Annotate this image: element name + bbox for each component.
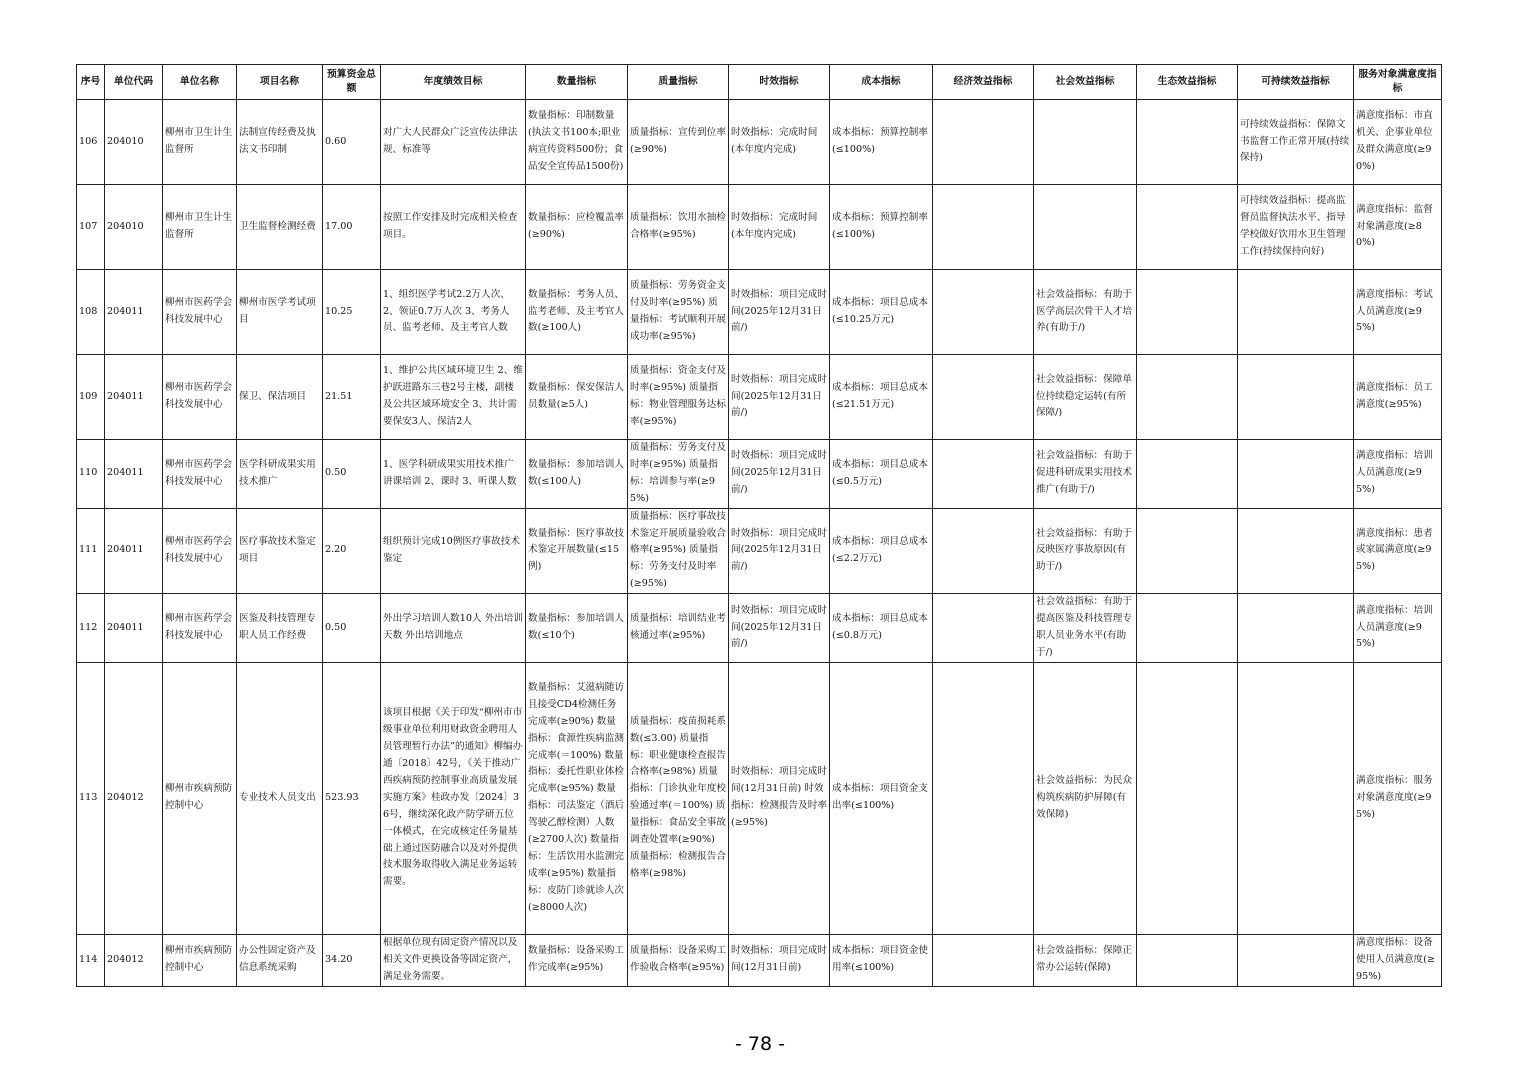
unit-code-cell: 204010 bbox=[105, 185, 163, 270]
project-name-cell: 卫生监督检测经费 bbox=[237, 185, 323, 270]
project-name-cell: 医疗事故技术鉴定项目 bbox=[237, 508, 323, 594]
budget-amount-cell: 0.50 bbox=[323, 594, 381, 663]
cost-indicator-cell: 成本指标：预算控制率(≤100%) bbox=[830, 100, 933, 185]
annual-goal-cell: 该项目根据《关于印发“柳州市市级事业单位利用财政资金聘用人员管理暂行办法”的通知》柳编办通〔2018〕42号，《关于推动广西疾病预防控制事业高质量发展实施方案》桂政办发〔2024〕36号，继续深化政产防学研五位一体模式，在完成核定任务量基础上通过医防融合以及对外提供技术服务取得收入满足业务运转需要。 bbox=[381, 662, 526, 934]
row-number-cell: 114 bbox=[77, 934, 105, 986]
table-row bbox=[77, 662, 1442, 934]
ecological-indicator-cell bbox=[1137, 934, 1238, 986]
row-number-cell: 110 bbox=[77, 440, 105, 509]
budget-amount-cell: 523.93 bbox=[323, 662, 381, 934]
satisfaction-indicator-cell: 满意度指标：服务对象满意度度(≥95%) bbox=[1354, 662, 1442, 934]
satisfaction-indicator-cell: 满意度指标：患者或家属满意度(≥95%) bbox=[1354, 508, 1442, 594]
social-indicator-cell: 社会效益指标：保障单位持续稳定运转(有所保障/) bbox=[1034, 355, 1137, 440]
annual-goal-cell: 按照工作安排及时完成相关检查项目。 bbox=[381, 185, 526, 270]
quality-indicator-cell: 质量指标：资金支付及时率(≥95%) 质量指标：物业管理服务达标率(≥95%) bbox=[628, 355, 729, 440]
unit-name-cell: 柳州市卫生计生监督所 bbox=[163, 185, 237, 270]
page-number: - 78 - bbox=[735, 1033, 785, 1055]
economic-indicator-cell bbox=[933, 440, 1034, 509]
unit-name-cell: 柳州市疾病预防控制中心 bbox=[163, 934, 237, 986]
unit-name-cell: 柳州市医药学会科技发展中心 bbox=[163, 270, 237, 355]
quality-indicator-cell: 质量指标：疫苗损耗系数(≤3.00) 质量指标：职业健康检查报告合格率(≥98%) 质量指标：门诊执业年度校验通过率(＝100%) 质量指标：食品安全事故调查处置率(≥90%) 质量指标：检测报告合格率(≥98%) bbox=[628, 662, 729, 934]
budget-amount-cell: 21.51 bbox=[323, 355, 381, 440]
annual-goal-cell: 1、维护公共区域环境卫生 2、维护跃进路东三巷2号主楼，副楼及公共区域环境安全 3、共计需要保安3人、保洁2人 bbox=[381, 355, 526, 440]
table-body bbox=[77, 100, 1442, 987]
quality-indicator-cell: 质量指标：宣传到位率(≥90%) bbox=[628, 100, 729, 185]
social-indicator-cell: 社会效益指标：保障正常办公运转(保障) bbox=[1034, 934, 1137, 986]
quantity-indicator-cell: 数量指标：医疗事故技术鉴定开展数量(≤15例) bbox=[526, 508, 628, 594]
timeliness-indicator-cell: 时效指标：完成时间(本年度内完成) bbox=[729, 185, 830, 270]
sustainable-indicator-cell: 可持续效益指标：提高监督员监督执法水平、指导学校做好饮用水卫生管理工作(持续保持向好) bbox=[1238, 185, 1354, 270]
budget-amount-cell: 0.50 bbox=[323, 440, 381, 509]
social-indicator-cell: 社会效益指标：有助于医学高层次骨干人才培养(有助于/) bbox=[1034, 270, 1137, 355]
satisfaction-indicator-cell: 满意度指标：监督对象满意度(≥80%) bbox=[1354, 185, 1442, 270]
table-row bbox=[77, 270, 1442, 355]
header-cell: 生态效益指标 bbox=[1137, 65, 1238, 100]
unit-name-cell: 柳州市医药学会科技发展中心 bbox=[163, 508, 237, 594]
timeliness-indicator-cell: 时效指标：项目完成时间(2025年12月31日前/) bbox=[729, 270, 830, 355]
satisfaction-indicator-cell: 满意度指标：培训人员满意度(≥95%) bbox=[1354, 594, 1442, 663]
row-number-cell: 108 bbox=[77, 270, 105, 355]
ecological-indicator-cell bbox=[1137, 100, 1238, 185]
row-number-cell: 106 bbox=[77, 100, 105, 185]
quantity-indicator-cell: 数量指标：参加培训人数(≤100人) bbox=[526, 440, 628, 509]
unit-code-cell: 204011 bbox=[105, 270, 163, 355]
economic-indicator-cell bbox=[933, 508, 1034, 594]
sustainable-indicator-cell bbox=[1238, 440, 1354, 509]
row-number-cell: 112 bbox=[77, 594, 105, 663]
cost-indicator-cell: 成本指标：项目总成本(≤0.8万元) bbox=[830, 594, 933, 663]
annual-goal-cell: 组织预计完成10例医疗事故技术鉴定 bbox=[381, 508, 526, 594]
cost-indicator-cell: 成本指标：项目总成本(≤2.2万元) bbox=[830, 508, 933, 594]
quantity-indicator-cell: 数量指标：设备采购工作完成率(≥95%) bbox=[526, 934, 628, 986]
satisfaction-indicator-cell: 满意度指标：培训人员满意度(≥95%) bbox=[1354, 440, 1442, 509]
satisfaction-indicator-cell: 满意度指标：员工满意度(≥95%) bbox=[1354, 355, 1442, 440]
sustainable-indicator-cell bbox=[1238, 594, 1354, 663]
row-number-cell: 107 bbox=[77, 185, 105, 270]
quantity-indicator-cell: 数量指标：参加培训人数(≤10个) bbox=[526, 594, 628, 663]
header-cell: 预算资金总额 bbox=[323, 65, 381, 100]
timeliness-indicator-cell: 时效指标：项目完成时间(2025年12月31日前/) bbox=[729, 508, 830, 594]
table-row bbox=[77, 508, 1442, 594]
economic-indicator-cell bbox=[933, 355, 1034, 440]
ecological-indicator-cell bbox=[1137, 594, 1238, 663]
project-name-cell: 柳州市医学考试项目 bbox=[237, 270, 323, 355]
cost-indicator-cell: 成本指标：项目总成本(≤0.5万元) bbox=[830, 440, 933, 509]
quantity-indicator-cell: 数量指标：印制数量(执法文书100本;职业病宣传资料500份；食品安全宣传品1500份) bbox=[526, 100, 628, 185]
header-cell: 数量指标 bbox=[526, 65, 628, 100]
table-row bbox=[77, 440, 1442, 509]
quality-indicator-cell: 质量指标：医疗事故技术鉴定开展质量验收合格率(≥95%) 质量指标：劳务支付及时率(≥95%) bbox=[628, 508, 729, 594]
sustainable-indicator-cell bbox=[1238, 355, 1354, 440]
timeliness-indicator-cell: 时效指标：项目完成时间(2025年12月31日前/) bbox=[729, 594, 830, 663]
quality-indicator-cell: 质量指标：劳务资金支付及时率(≥95%) 质量指标：考试顺利开展成功率(≥95%) bbox=[628, 270, 729, 355]
table-row bbox=[77, 594, 1442, 663]
budget-amount-cell: 34.20 bbox=[323, 934, 381, 986]
social-indicator-cell: 社会效益指标：有助于促进科研成果实用技术推广(有助于/) bbox=[1034, 440, 1137, 509]
annual-goal-cell: 外出学习培训人数10人 外出培训天数 外出培训地点 bbox=[381, 594, 526, 663]
table-row bbox=[77, 100, 1442, 185]
unit-code-cell: 204012 bbox=[105, 662, 163, 934]
quantity-indicator-cell: 数量指标：保安保洁人员数量(≥5人) bbox=[526, 355, 628, 440]
header-cell: 项目名称 bbox=[237, 65, 323, 100]
social-indicator-cell bbox=[1034, 185, 1137, 270]
unit-code-cell: 204011 bbox=[105, 594, 163, 663]
row-number-cell: 111 bbox=[77, 508, 105, 594]
timeliness-indicator-cell: 时效指标：项目完成时间(12月31日前) 时效指标：检测报告及时率(≥95%) bbox=[729, 662, 830, 934]
economic-indicator-cell bbox=[933, 100, 1034, 185]
ecological-indicator-cell bbox=[1137, 508, 1238, 594]
sustainable-indicator-cell bbox=[1238, 508, 1354, 594]
timeliness-indicator-cell: 时效指标：完成时间(本年度内完成) bbox=[729, 100, 830, 185]
ecological-indicator-cell bbox=[1137, 270, 1238, 355]
cost-indicator-cell: 成本指标：项目资金支出率(≤100%) bbox=[830, 662, 933, 934]
table-row bbox=[77, 355, 1442, 440]
cost-indicator-cell: 成本指标：预算控制率(≤100%) bbox=[830, 185, 933, 270]
table-row bbox=[77, 185, 1442, 270]
social-indicator-cell: 社会效益指标：有助于提高医鉴及科技管理专职人员业务水平(有助于/) bbox=[1034, 594, 1137, 663]
economic-indicator-cell bbox=[933, 662, 1034, 934]
cost-indicator-cell: 成本指标：项目资金使用率(≤100%) bbox=[830, 934, 933, 986]
annual-goal-cell: 1、组织医学考试2.2万人次、 2、领证0.7万人次 3、考务人员、监考老师、及主考官人数 bbox=[381, 270, 526, 355]
header-cell: 时效指标 bbox=[729, 65, 830, 100]
unit-name-cell: 柳州市卫生计生监督所 bbox=[163, 100, 237, 185]
table-row bbox=[77, 934, 1442, 986]
ecological-indicator-cell bbox=[1137, 355, 1238, 440]
sustainable-indicator-cell: 可持续效益指标：保障文书监督工作正常开展(持续保持) bbox=[1238, 100, 1354, 185]
budget-amount-cell: 10.25 bbox=[323, 270, 381, 355]
satisfaction-indicator-cell: 满意度指标：设备使用人员满意度(≥95%) bbox=[1354, 934, 1442, 986]
cost-indicator-cell: 成本指标：项目总成本(≤10.25万元) bbox=[830, 270, 933, 355]
unit-code-cell: 204010 bbox=[105, 100, 163, 185]
social-indicator-cell bbox=[1034, 100, 1137, 185]
project-name-cell: 医鉴及科技管理专职人员工作经费 bbox=[237, 594, 323, 663]
sustainable-indicator-cell bbox=[1238, 934, 1354, 986]
project-name-cell: 专业技术人员支出 bbox=[237, 662, 323, 934]
ecological-indicator-cell bbox=[1137, 185, 1238, 270]
unit-code-cell: 204012 bbox=[105, 934, 163, 986]
annual-goal-cell: 根据单位现有固定资产情况以及相关文件更换设备等固定资产，满足业务需要。 bbox=[381, 934, 526, 986]
header-cell: 可持续效益指标 bbox=[1238, 65, 1354, 100]
cost-indicator-cell: 成本指标：项目总成本(≤21.51万元) bbox=[830, 355, 933, 440]
ecological-indicator-cell bbox=[1137, 662, 1238, 934]
quality-indicator-cell: 质量指标：培训结业考核通过率(≥95%) bbox=[628, 594, 729, 663]
unit-code-cell: 204011 bbox=[105, 355, 163, 440]
header-cell: 质量指标 bbox=[628, 65, 729, 100]
annual-goal-cell: 对广大人民群众广泛宣传法律法规、标准等 bbox=[381, 100, 526, 185]
unit-name-cell: 柳州市疾病预防控制中心 bbox=[163, 662, 237, 934]
satisfaction-indicator-cell: 满意度指标：市直机关、企事业单位及群众满意度(≥90%) bbox=[1354, 100, 1442, 185]
row-number-cell: 109 bbox=[77, 355, 105, 440]
quality-indicator-cell: 质量指标：劳务支付及时率(≥95%) 质量指标：培训参与率(≥95%) bbox=[628, 440, 729, 509]
budget-amount-cell: 17.00 bbox=[323, 185, 381, 270]
quality-indicator-cell: 质量指标：饮用水抽检合格率(≥95%) bbox=[628, 185, 729, 270]
project-name-cell: 法制宣传经费及执法文书印制 bbox=[237, 100, 323, 185]
quantity-indicator-cell: 数量指标：应检覆盖率(≥90%) bbox=[526, 185, 628, 270]
ecological-indicator-cell bbox=[1137, 440, 1238, 509]
project-name-cell: 办公性固定资产及信息系统采购 bbox=[237, 934, 323, 986]
social-indicator-cell: 社会效益指标：有助于反映医疗事故原因(有助于/) bbox=[1034, 508, 1137, 594]
header-cell: 年度绩效目标 bbox=[381, 65, 526, 100]
budget-amount-cell: 0.60 bbox=[323, 100, 381, 185]
header-cell: 经济效益指标 bbox=[933, 65, 1034, 100]
header-cell: 服务对象满意度指标 bbox=[1354, 65, 1442, 100]
project-name-cell: 保卫、保洁项目 bbox=[237, 355, 323, 440]
header-cell: 单位名称 bbox=[163, 65, 237, 100]
sustainable-indicator-cell bbox=[1238, 270, 1354, 355]
header-cell: 成本指标 bbox=[830, 65, 933, 100]
economic-indicator-cell bbox=[933, 270, 1034, 355]
project-name-cell: 医学科研成果实用技术推广 bbox=[237, 440, 323, 509]
header-cell: 单位代码 bbox=[105, 65, 163, 100]
budget-amount-cell: 2.20 bbox=[323, 508, 381, 594]
social-indicator-cell: 社会效益指标：为民众构筑疾病防护屏障(有效保障) bbox=[1034, 662, 1137, 934]
row-number-cell: 113 bbox=[77, 662, 105, 934]
unit-name-cell: 柳州市医药学会科技发展中心 bbox=[163, 355, 237, 440]
timeliness-indicator-cell: 时效指标：项目完成时间(2025年12月31日前/) bbox=[729, 440, 830, 509]
economic-indicator-cell bbox=[933, 185, 1034, 270]
timeliness-indicator-cell: 时效指标：项目完成时间(2025年12月31日前/) bbox=[729, 355, 830, 440]
unit-code-cell: 204011 bbox=[105, 440, 163, 509]
satisfaction-indicator-cell: 满意度指标：考试人员满意度(≥95%) bbox=[1354, 270, 1442, 355]
unit-code-cell: 204011 bbox=[105, 508, 163, 594]
unit-name-cell: 柳州市医药学会科技发展中心 bbox=[163, 594, 237, 663]
economic-indicator-cell bbox=[933, 934, 1034, 986]
quantity-indicator-cell: 数量指标：考务人员、监考老师、及主考官人数(≥100人) bbox=[526, 270, 628, 355]
performance-table bbox=[76, 64, 1442, 987]
header-cell: 社会效益指标 bbox=[1034, 65, 1137, 100]
economic-indicator-cell bbox=[933, 594, 1034, 663]
annual-goal-cell: 1、医学科研成果实用技术推广讲课培训 2、课时 3、听课人数 bbox=[381, 440, 526, 509]
header-row bbox=[77, 65, 1442, 100]
quality-indicator-cell: 质量指标：设备采购工作验收合格率(≥95%) bbox=[628, 934, 729, 986]
quantity-indicator-cell: 数量指标：艾滋病随访且接受CD4检测任务完成率(≥90%) 数量指标：食源性疾病监测完成率(＝100%) 数量指标：委托性职业体检完成率(≥95%) 数量指标：司法鉴定（酒后驾驶乙醇检测）人数(≥2700人次) 数量指标：生活饮用水监测完成率(≥95%) 数量指标：皮防门诊就诊人次(≥8000人次) bbox=[526, 662, 628, 934]
header-cell: 序号 bbox=[77, 65, 105, 100]
unit-name-cell: 柳州市医药学会科技发展中心 bbox=[163, 440, 237, 509]
timeliness-indicator-cell: 时效指标：项目完成时间(12月31日前) bbox=[729, 934, 830, 986]
sustainable-indicator-cell bbox=[1238, 662, 1354, 934]
